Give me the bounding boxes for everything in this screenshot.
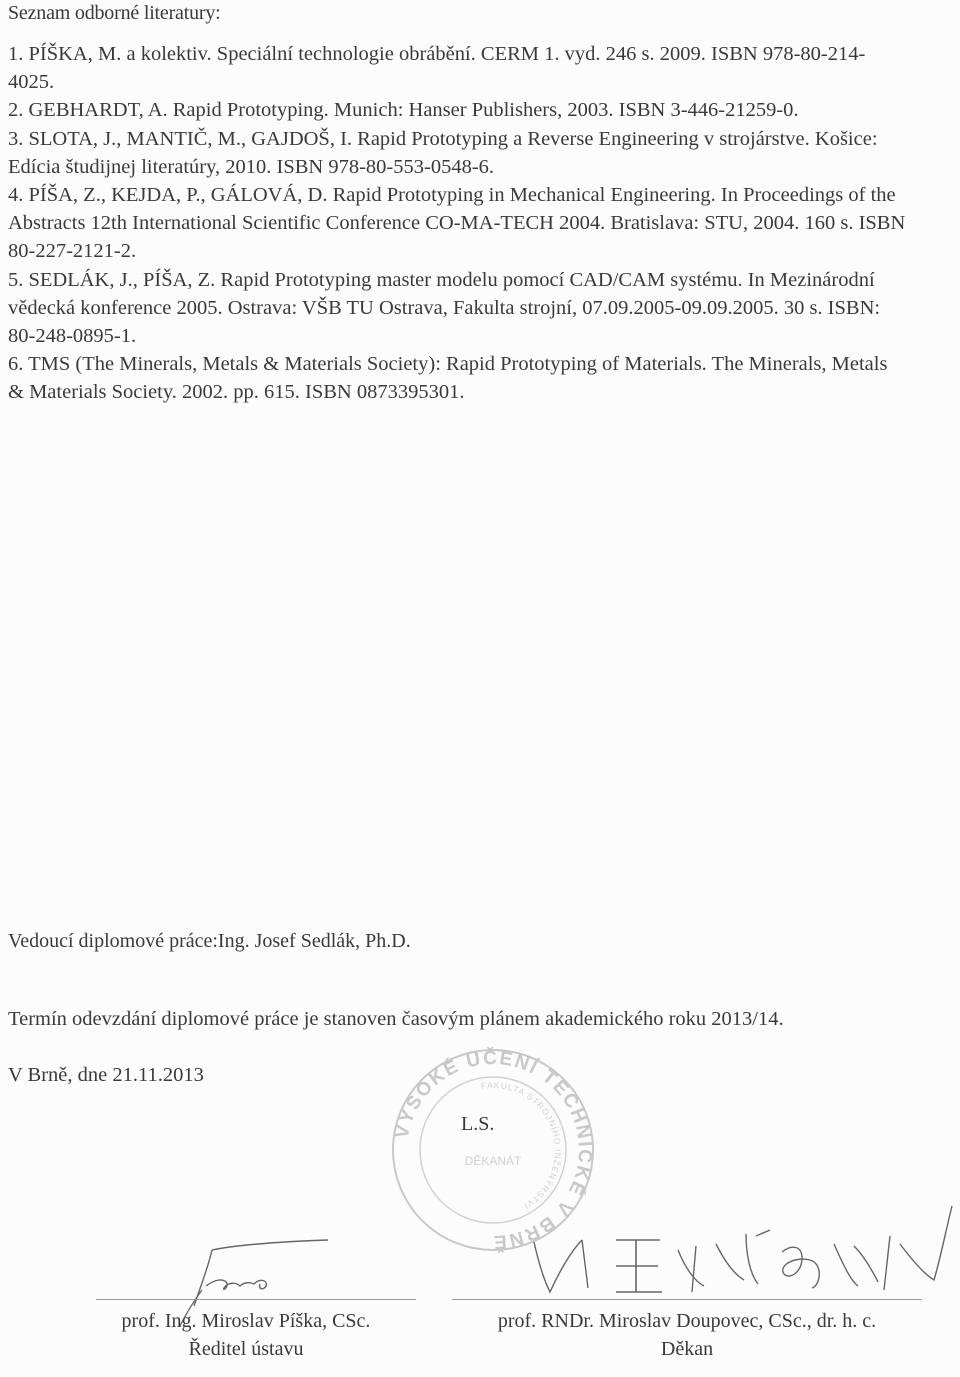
deadline-line: Termín odevzdání diplomové práce je stanoven časovým plánem akademického roku 2013/14. <box>8 1008 784 1030</box>
references-heading: Seznam odborné literatury: <box>8 2 221 24</box>
dean-signature <box>520 1200 960 1310</box>
director-name: prof. Ing. Miroslav Píška, CSc. <box>121 1310 371 1332</box>
references-list <box>8 40 908 407</box>
reference-item: 1. PÍŠKA, M. a kolektiv. Speciální technologie obrábění. CERM 1. vyd. 246 s. 2009. ISBN 978-80-214-4025. <box>8 43 866 94</box>
stamp-center-text: DĚKANÁT <box>464 1154 522 1168</box>
supervisor-line: Vedoucí diplomové práce:Ing. Josef Sedlák, Ph.D. <box>8 930 411 952</box>
director-signature-line <box>96 1299 416 1300</box>
place-date: V Brně, dne 21.11.2013 <box>8 1064 204 1086</box>
reference-item: 6. TMS (The Minerals, Metals & Materials Society): Rapid Prototyping of Materials. The Minerals, Metals & Materials Society. 2002. pp. 615. ISBN 0873395301. <box>8 353 888 404</box>
stamp-outer-text: VYSOKÉ UČENÍ TECHNICKÉ V BRNĚ <box>391 1047 596 1253</box>
director-role: Ředitel ústavu <box>188 1338 304 1360</box>
reference-item: 4. PÍŠA, Z., KEJDA, P., GÁLOVÁ, D. Rapid Prototyping in Mechanical Engineering. In Proceedings of the Abstracts 12th International Scientific Conference CO-MA-TECH 2004. Bratislava: STU, 2004. 160 s. ISBN 80-227-2121-2. <box>8 184 906 263</box>
reference-item: 3. SLOTA, J., MANTIČ, M., GAJDOŠ, I. Rapid Prototyping a Reverse Engineering v strojárstve. Košice: Edícia študijnej literatúry, 2010. ISBN 978-80-553-0548-6. <box>8 127 878 178</box>
stamp-inner-text: FAKULTA STROJNÍHO INŽENÝRSTVÍ <box>480 1079 564 1212</box>
reference-item: 5. SEDLÁK, J., PÍŠA, Z. Rapid Prototyping master modelu pomocí CAD/CAM systému. In Mezinárodní vědecká konference 2005. Ostrava: VŠB TU Ostrava, Fakulta strojní, 07.09.2005-09.09.2005. 30 s. ISBN: 80-248-0895-1. <box>8 268 881 348</box>
dean-name: prof. RNDr. Miroslav Doupovec, CSc., dr. h. c. <box>497 1310 877 1332</box>
seal-label: L.S. <box>461 1113 495 1135</box>
dean-role: Děkan <box>660 1338 714 1360</box>
dean-signature-line <box>452 1299 922 1300</box>
reference-item: 2. GEBHARDT, A. Rapid Prototyping. Munich: Hanser Publishers, 2003. ISBN 3-446-21259-0. <box>8 99 799 122</box>
